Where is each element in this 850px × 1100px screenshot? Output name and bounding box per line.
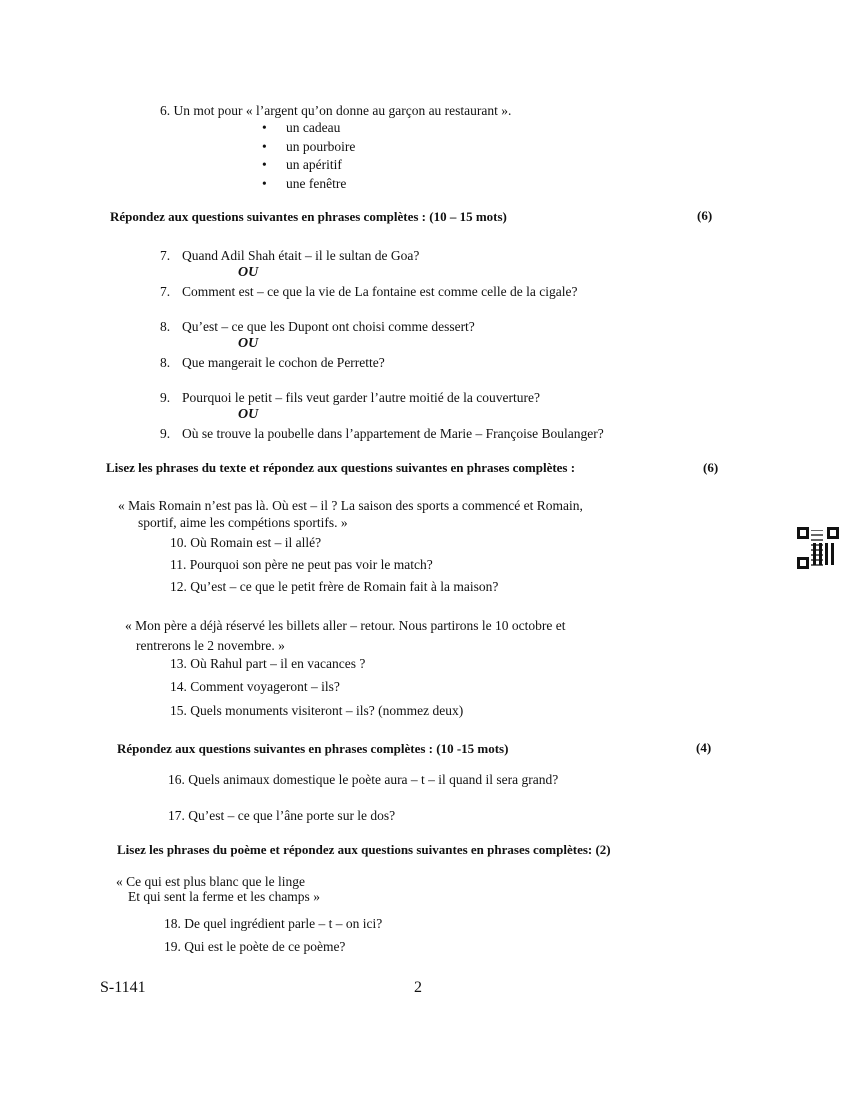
section-1-heading: Répondez aux questions suivantes en phrases complètes : (10 – 15 mots) — [110, 209, 507, 224]
or-label: OU — [238, 265, 259, 280]
option-3: • un apéritif — [262, 157, 342, 173]
or-label: OU — [238, 336, 259, 351]
question-8b: Que mangerait le cochon de Perrette? — [182, 355, 385, 370]
or-label: OU — [238, 407, 259, 422]
paper-code: S-1141 — [100, 979, 146, 996]
option-4: • une fenêtre — [262, 176, 346, 192]
poem-line-1: « Ce qui est plus blanc que le linge — [116, 874, 305, 889]
question-8a: Qu’est – ce que les Dupont ont choisi comme dessert? — [182, 319, 475, 334]
question-10: 10. Où Romain est – il allé? — [170, 535, 322, 550]
question-17: 17. Qu’est – ce que l’âne porte sur le dos? — [168, 808, 396, 823]
question-13: 13. Où Rahul part – il en vacances ? — [170, 656, 366, 671]
passage-1-line-2: sportif, aime les compétions sportifs. » — [138, 515, 348, 530]
page-number: 2 — [414, 979, 422, 996]
section-4-heading: Lisez les phrases du poème et répondez aux questions suivantes en phrases complètes: (2) — [117, 842, 611, 857]
question-8b-number: 8. — [160, 355, 171, 370]
question-14: 14. Comment voyageront – ils? — [170, 679, 340, 694]
section-3-heading: Répondez aux questions suivantes en phrases complètes : (10 -15 mots) — [117, 741, 509, 756]
qr-code — [797, 527, 839, 569]
question-9b-number: 9. — [160, 426, 171, 441]
question-7b-number: 7. — [160, 284, 171, 299]
section-2-heading: Lisez les phrases du texte et répondez aux questions suivantes en phrases complètes : — [106, 460, 576, 475]
question-19: 19. Qui est le poète de ce poème? — [164, 939, 346, 954]
option-2: • un pourboire — [262, 139, 355, 155]
question-18: 18. De quel ingrédient parle – t – on ici? — [164, 916, 383, 931]
question-9a: Pourquoi le petit – fils veut garder l’autre moitié de la couverture? — [182, 390, 541, 405]
question-8a-number: 8. — [160, 319, 171, 334]
question-9a-number: 9. — [160, 390, 171, 405]
question-15: 15. Quels monuments visiteront – ils? (nommez deux) — [170, 703, 464, 718]
question-7b: Comment est – ce que la vie de La fontaine est comme celle de la cigale? — [182, 284, 578, 299]
passage-2-line-1: « Mon père a déjà réservé les billets aller – retour. Nous partirons le 10 octobre et — [125, 618, 566, 633]
poem-line-2: Et qui sent la ferme et les champs » — [128, 889, 320, 904]
question-7a-number: 7. — [160, 248, 171, 263]
question-12: 12. Qu’est – ce que le petit frère de Romain fait à la maison? — [170, 579, 499, 594]
question-9b: Où se trouve la poubelle dans l’appartement de Marie – Françoise Boulanger? — [182, 426, 604, 441]
question-7a: Quand Adil Shah était – il le sultan de Goa? — [182, 248, 420, 263]
question-6: 6. Un mot pour « l’argent qu’on donne au garçon au restaurant ». — [160, 103, 512, 118]
option-1: • un cadeau — [262, 120, 340, 136]
section-2-marks: (6) — [703, 460, 719, 475]
passage-2-line-2: rentrerons le 2 novembre. » — [136, 638, 285, 653]
question-11: 11. Pourquoi son père ne peut pas voir le match? — [170, 557, 433, 572]
question-16: 16. Quels animaux domestique le poète aura – t – il quand il sera grand? — [168, 772, 559, 787]
section-1-marks: (6) — [697, 208, 713, 223]
section-3-marks: (4) — [696, 740, 712, 755]
passage-1-line-1: « Mais Romain n’est pas là. Où est – il ? La saison des sports a commencé et Romain, — [118, 498, 583, 513]
